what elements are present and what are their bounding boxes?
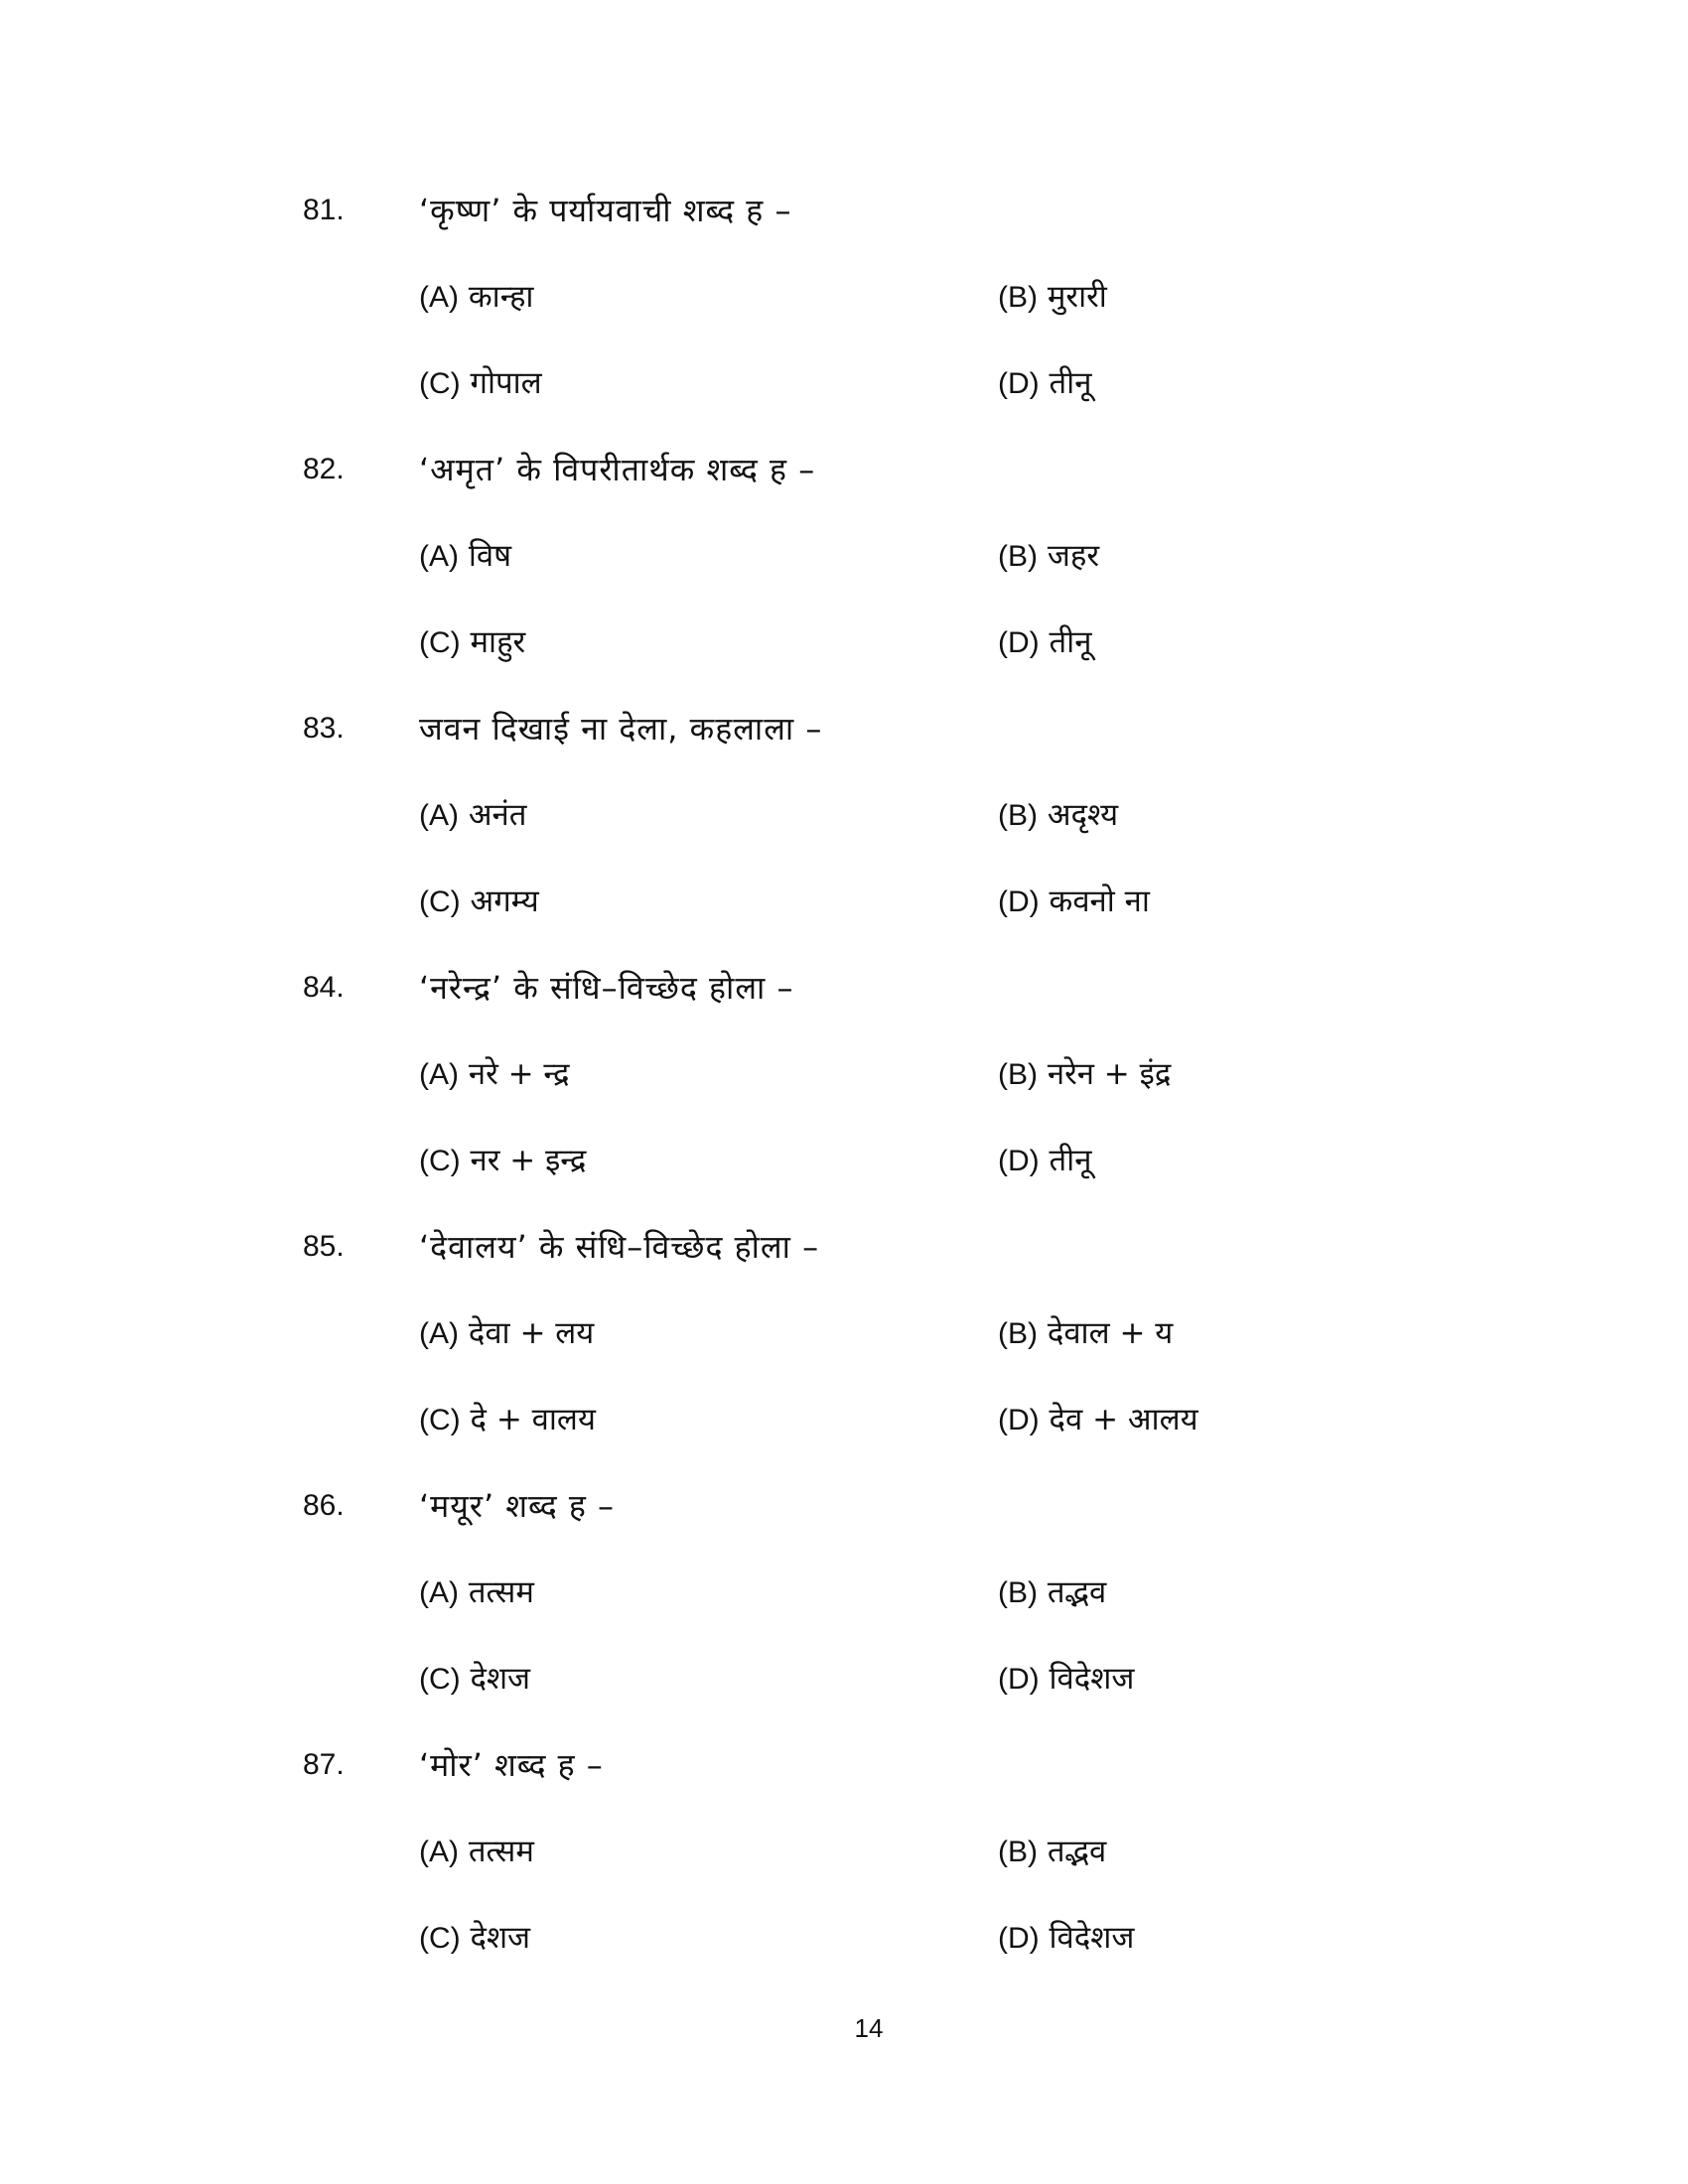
option-d: [998, 361, 1091, 406]
question-text: जवन दिखाई ना देला, कहलाला –: [419, 710, 823, 748]
option-letter: (B): [998, 540, 1038, 573]
option-text: तत्सम: [468, 1574, 534, 1610]
option-letter: (A): [419, 281, 459, 314]
option-text: देव + आलय: [1049, 1402, 1198, 1437]
option-b: [998, 1311, 1173, 1356]
question-text: ‘देवालय’ के संधि–विच्छेद होला –: [419, 1228, 820, 1266]
question-text: ‘कृष्ण’ के पर्यायवाची शब्द ह –: [419, 192, 792, 229]
option-b: [998, 275, 1107, 320]
option-letter: (C): [419, 886, 461, 918]
option-d: [998, 620, 1091, 665]
option-text: विष: [468, 538, 512, 574]
option-letter: (D): [998, 1145, 1040, 1177]
option-letter: (C): [419, 1145, 461, 1177]
option-letter: (D): [998, 1404, 1040, 1436]
option-b: [998, 1830, 1106, 1874]
option-letter: (C): [419, 1404, 461, 1436]
option-a: [419, 1052, 569, 1097]
option-letter: (A): [419, 540, 459, 573]
option-c: [419, 361, 542, 406]
option-text: दे + वालय: [470, 1402, 596, 1437]
option-text: कवनो ना: [1049, 884, 1150, 919]
question-85: [0, 1225, 1688, 1483]
option-text: देशज: [470, 1661, 531, 1697]
option-c: [419, 880, 539, 924]
option-letter: (A): [419, 1317, 459, 1350]
option-letter: (B): [998, 1317, 1038, 1350]
option-c: [419, 1398, 596, 1442]
option-text: अगम्य: [470, 884, 539, 919]
question-84: [0, 966, 1688, 1224]
option-text: देवाल + य: [1047, 1315, 1174, 1351]
option-text: गोपाल: [470, 365, 542, 401]
option-text: देवा + लय: [468, 1315, 595, 1351]
page-number: 14: [854, 2013, 884, 2043]
option-letter: (A): [419, 1576, 459, 1609]
option-letter: (A): [419, 799, 459, 832]
option-text: तद्भव: [1047, 1834, 1107, 1869]
question-82: [0, 448, 1688, 706]
question-number: 81.: [303, 194, 345, 226]
question-number: 85.: [303, 1230, 345, 1263]
question-number: 83.: [303, 712, 345, 745]
option-letter: (D): [998, 367, 1040, 400]
option-letter: (D): [998, 1922, 1040, 1955]
option-text: तीनू: [1049, 624, 1092, 660]
option-a: [419, 534, 511, 579]
option-letter: (B): [998, 1058, 1038, 1091]
option-a: [419, 793, 526, 838]
option-text: मुरारी: [1047, 279, 1107, 315]
option-b: [998, 1052, 1171, 1097]
option-text: जहर: [1047, 538, 1100, 574]
option-letter: (C): [419, 1922, 461, 1955]
option-b: [998, 793, 1118, 838]
question-text: ‘अमृत’ के विपरीतार्थक शब्द ह –: [419, 451, 816, 488]
question-number: 87.: [303, 1748, 345, 1781]
option-letter: (B): [998, 281, 1038, 314]
option-letter: (D): [998, 1663, 1040, 1696]
option-a: [419, 1830, 534, 1874]
question-text: ‘मयूर’ शब्द ह –: [419, 1487, 616, 1525]
question-number: 86.: [303, 1489, 345, 1522]
option-text: तत्सम: [468, 1834, 534, 1869]
option-c: [419, 1657, 530, 1702]
option-letter: (A): [419, 1058, 459, 1091]
option-c: [419, 1139, 586, 1183]
option-letter: (C): [419, 1663, 461, 1696]
option-letter: (B): [998, 1576, 1038, 1609]
option-text: विदेशज: [1049, 1920, 1135, 1956]
option-letter: (C): [419, 367, 461, 400]
option-b: [998, 1570, 1106, 1615]
option-text: कान्हा: [468, 279, 534, 315]
option-text: नर + इन्द्र: [470, 1143, 587, 1178]
option-d: [998, 1398, 1198, 1442]
option-text: देशज: [470, 1920, 531, 1956]
option-d: [998, 880, 1150, 924]
option-text: माहुर: [470, 624, 526, 660]
option-text: तद्भव: [1047, 1574, 1107, 1610]
option-letter: (C): [419, 626, 461, 659]
option-letter: (D): [998, 626, 1040, 659]
question-87: [0, 1743, 1688, 2001]
option-d: [998, 1139, 1091, 1183]
option-letter: (A): [419, 1836, 459, 1868]
option-text: नरेन + इंद्र: [1047, 1056, 1172, 1092]
question-text: ‘मोर’ शब्द ह –: [419, 1746, 604, 1784]
option-text: अनंत: [468, 797, 527, 833]
option-a: [419, 1570, 534, 1615]
option-a: [419, 275, 533, 320]
question-83: [0, 707, 1688, 965]
question-86: [0, 1484, 1688, 1742]
option-b: [998, 534, 1099, 579]
question-number: 82.: [303, 453, 345, 485]
option-text: तीनू: [1049, 365, 1092, 401]
option-letter: (D): [998, 886, 1040, 918]
option-d: [998, 1916, 1134, 1961]
option-text: तीनू: [1049, 1143, 1092, 1178]
question-81: [0, 189, 1688, 447]
option-c: [419, 1916, 530, 1961]
option-text: नरे + न्द्र: [468, 1056, 570, 1092]
option-a: [419, 1311, 594, 1356]
question-number: 84.: [303, 971, 345, 1004]
option-c: [419, 620, 525, 665]
option-text: विदेशज: [1049, 1661, 1135, 1697]
option-letter: (B): [998, 1836, 1038, 1868]
option-letter: (B): [998, 799, 1038, 832]
option-d: [998, 1657, 1134, 1702]
option-text: अदृश्य: [1047, 797, 1119, 833]
question-text: ‘नरेन्द्र’ के संधि–विच्छेद होला –: [419, 969, 794, 1007]
